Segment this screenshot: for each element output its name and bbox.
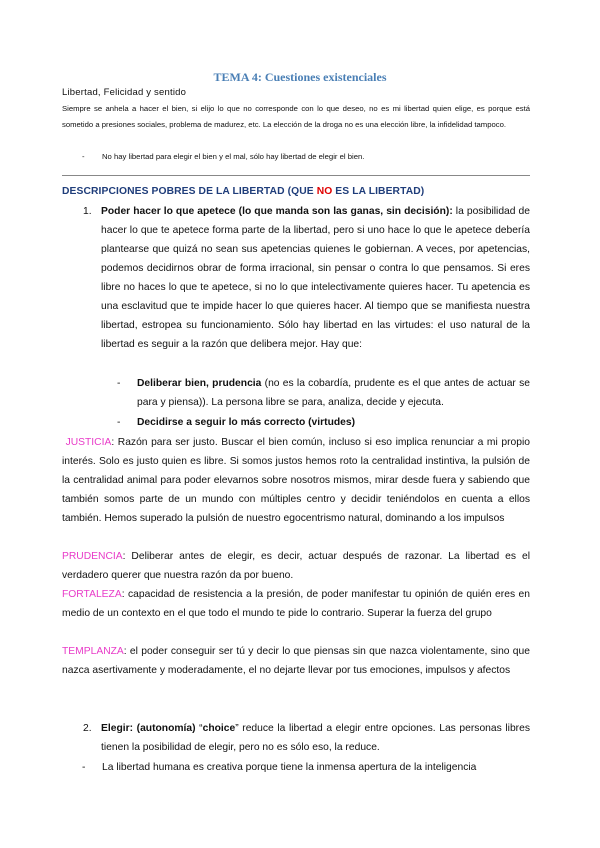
virtue-justicia bbox=[62, 433, 530, 528]
document-title: TEMA 4: Cuestiones existenciales bbox=[213, 70, 387, 84]
virtue-label: JUSTICIA bbox=[65, 437, 112, 448]
list-item-2-content bbox=[101, 719, 530, 757]
sub-bullet-1-content bbox=[137, 374, 530, 412]
dash-marker: - bbox=[117, 417, 121, 428]
document-subtitle: Libertad, Felicidad y sentido bbox=[62, 87, 187, 98]
virtue-label: TEMPLANZA bbox=[62, 646, 124, 657]
virtue-text: : Razón para ser justo. Buscar el bien común, incluso si eso implica renunciar a mi propio interés. Solo es justo quien es libre. Si somos justos hemos roto la centralidad instintiva, la pulsión de la centralidad animal para poder elevarnos sobre nosotros mismos, mirar desde fuera y sabiendo que también somos parte de un mundo con múltiples centro y decidir teniéndolos en cuenta a ellos también. Hemos superado la pulsión de nuestro egocentrismo natural, dominando a los impulsos bbox=[62, 437, 530, 524]
virtue-text: : el poder conseguir ser tú y decir lo que piensas sin que nazca violentamente, sino que nazca asertivamente y moderadamente, el no dejarte llevar por tus emociones, impulsos y afectos bbox=[62, 646, 530, 676]
list-item-1-text: la posibilidad de hacer lo que te apetece forma parte de la libertad, pero si uno hace lo que le apetece debería plantearse que quizá no sean sus apetencias quienes le gobiernan. A veces, por apetencias, podemos decidirnos obrar de forma irracional, sin pensar o contra lo que pensamos. Si eres libre no haces lo que te apetece, si no lo que intelectivamente quieres hacer. Tu apetencia es una esclavitud que te impide hacer lo que quieres hacer. Al tiempo que se manifiesta nuestra libertad, estropea su funcionamiento. Sólo hay libertad en las virtudes: el uso natural de la libertad es seguir a la razón que delibera mejor. Hay que: bbox=[101, 206, 530, 350]
list-item-1-bold: Poder hacer lo que apetece (lo que manda son las ganas, sin decisión): bbox=[101, 206, 453, 217]
intro-paragraph: Siempre se anhela a hacer el bien, si elijo lo que no corresponde con lo que deseo, no es mi libertad quien elige, es porque está sometido a presiones sociales, problema de madurez, etc. La elección de la droga no es una elección libre, la infidelidad tampoco. bbox=[62, 104, 530, 129]
list-item-1 bbox=[83, 202, 530, 354]
final-bullet-text: La libertad humana es creativa porque tiene la inmensa apertura de la inteligencia bbox=[102, 762, 477, 773]
intro-bullet bbox=[82, 152, 364, 161]
list-item-1-content bbox=[101, 202, 530, 354]
section-heading-after: ES LA LIBERTAD) bbox=[332, 186, 425, 197]
divider-line bbox=[62, 175, 530, 176]
section-heading-before: DESCRIPCIONES POBRES DE LA LIBERTAD (QUE bbox=[62, 186, 317, 197]
intro-bullet-text: No hay libertad para elegir el bien y el mal, sólo hay libertad de elegir el bien. bbox=[102, 152, 365, 161]
virtue-templanza bbox=[62, 642, 530, 680]
virtue-label: PRUDENCIA bbox=[62, 551, 123, 562]
dash-marker: - bbox=[82, 762, 86, 773]
virtue-text: : capacidad de resistencia a la presión, de poder manifestar tu opinión de quién eres en medio de un contexto en el que todo el mundo te pide lo contrario. Superar la fuerza del grupo bbox=[62, 589, 530, 619]
sub-bullet-1-bold: Deliberar bien, prudencia bbox=[137, 378, 262, 389]
quote-open: “ bbox=[195, 723, 203, 734]
virtue-prudencia bbox=[62, 547, 530, 585]
virtue-label: FORTALEZA bbox=[62, 589, 122, 600]
sub-bullet-2-content bbox=[137, 413, 530, 432]
list-item-2-text: ” reduce la libertad a elegir entre opciones. Las personas libres tienen la posibilidad de elegir, pero no es sólo eso, la reduce. bbox=[101, 723, 530, 753]
sub-bullet-2 bbox=[117, 413, 530, 432]
list-item-2-bold-choice: choice bbox=[202, 723, 236, 734]
sub-bullet-1 bbox=[117, 374, 530, 412]
virtue-fortaleza bbox=[62, 585, 530, 623]
list-number: 1. bbox=[83, 206, 92, 217]
list-number: 2. bbox=[83, 723, 92, 734]
list-item-2 bbox=[83, 719, 530, 757]
section-heading bbox=[62, 186, 424, 197]
dash-marker: - bbox=[82, 152, 85, 161]
sub-bullet-1-text: (no es la cobardía, prudente es el que antes de actuar se para y piensa)). La persona libre se para, analiza, decide y ejecuta. bbox=[137, 378, 530, 408]
section-heading-highlight: NO bbox=[316, 186, 333, 197]
list-item-2-bold: Elegir: (autonomía) bbox=[101, 723, 196, 734]
dash-marker: - bbox=[117, 378, 121, 389]
sub-bullet-2-bold: Decidirse a seguir lo más correcto (virtudes) bbox=[137, 417, 356, 428]
virtue-text: : Deliberar antes de elegir, es decir, actuar después de razonar. La libertad es el verdadero querer que nuestra razón da por bueno. bbox=[62, 551, 530, 581]
final-bullet bbox=[82, 758, 530, 777]
